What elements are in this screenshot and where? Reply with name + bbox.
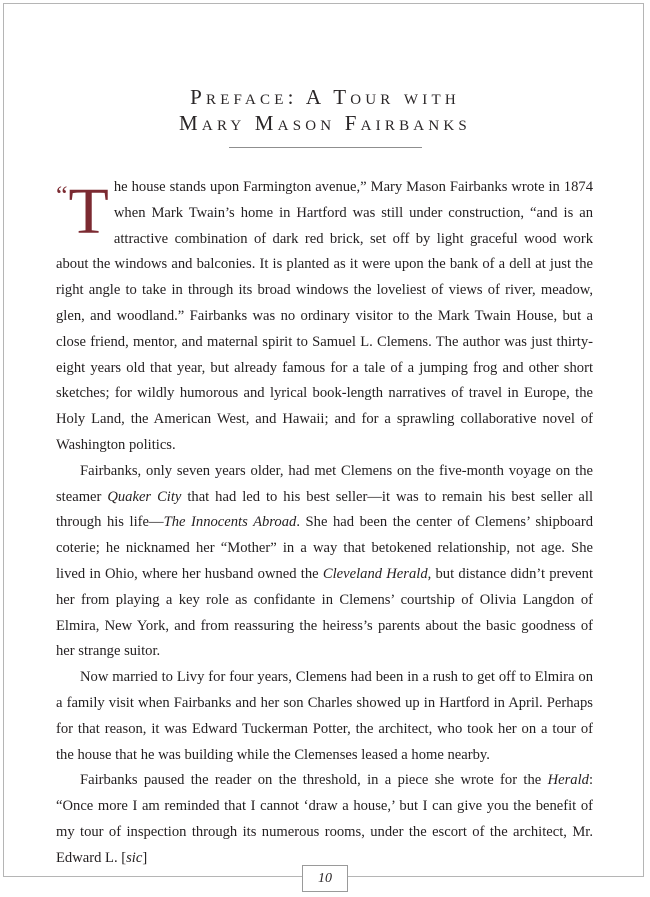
newspaper-name-short: Herald — [547, 772, 589, 789]
ship-name: Quaker City — [107, 488, 182, 505]
paragraph-2 — [56, 459, 593, 665]
chapter-title-line-2: Mary Mason Fairbanks — [179, 111, 471, 135]
body-text — [56, 175, 593, 872]
chapter-title-line-1: Preface: A Tour with — [190, 85, 460, 109]
paragraph-2-text-c: that had led to his best seller—it was to remain his best seller all through his life— — [56, 488, 593, 531]
book-title: The Innocents Abroad — [163, 514, 297, 531]
paragraph-4-text-c: : “Once more I am reminded that I cannot ‘draw a house,’ but I can give you the benefit of my tour of inspection through its numerous rooms, under the escort of the architect, Mr. Edward L. [ — [56, 772, 593, 866]
drop-cap: T — [68, 175, 109, 248]
paragraph-1-text: he house stands upon Farmington avenue,” Mary Mason Fairbanks wrote in 1874 when Mark Twain’s home in Hartford was still under construction, “and is an attractive combination of dark red brick, set off by light graceful wood work about the windows and balconies. It is planted as it were upon the bank of a dell at just the right angle to take in through its broad windows the loveliest of views of river, meadow, glen, and woodland.” Fairbanks was no ordinary visitor to the Mark Twain House, but a close friend, mentor, and maternal spirit to Samuel L. Clemens. The author was just thirty-eight years old that year, but already famous for a tale of a jumping frog and other short sketches; for wildly humorous and lyrical book-length narratives of travel in Europe, the Holy Land, the American West, and Hawaii; and for a sprawling collaborative novel of Washington politics. — [56, 179, 593, 453]
paragraph-2-text-g: , but distance didn’t prevent her from playing a key role as confidante in Clemens’ courtship of Olivia Langdon of Elmira, New York, and from reassuring the heiress’s parents about the basic goodness of her strange suitor. — [56, 565, 594, 660]
drop-quote-mark: “ — [56, 181, 68, 210]
title-divider — [229, 147, 422, 148]
paragraph-4-text-e: ] — [142, 849, 148, 866]
page-number: 10 — [302, 865, 348, 892]
newspaper-name: Cleveland Herald — [322, 565, 428, 582]
chapter-title — [0, 84, 650, 136]
paragraph-2-text-a: Fairbanks, only seven years older, had met Clemens on the five-month voyage on the steamer — [56, 462, 593, 505]
paragraph-1 — [56, 175, 593, 459]
paragraph-4 — [56, 768, 593, 871]
sic-marker: sic — [126, 849, 143, 866]
paragraph-2-text-e: . She had been the center of Clemens’ shipboard coterie; he nicknamed her “Mother” in a way that betokened relationship, not age. She lived in Ohio, where her husband owned the — [56, 514, 593, 582]
paragraph-4-text-a: Fairbanks paused the reader on the threshold, in a piece she wrote for the — [80, 772, 548, 789]
paragraph-3: Now married to Livy for four years, Clemens had been in a rush to get off to Elmira on a family visit when Fairbanks and her son Charles showed up in Hartford in April. Perhaps for that reason, it was Edward Tuckerman Potter, the architect, who took her on a tour of the house that he was building while the Clemenses leased a home nearby. — [56, 669, 593, 763]
